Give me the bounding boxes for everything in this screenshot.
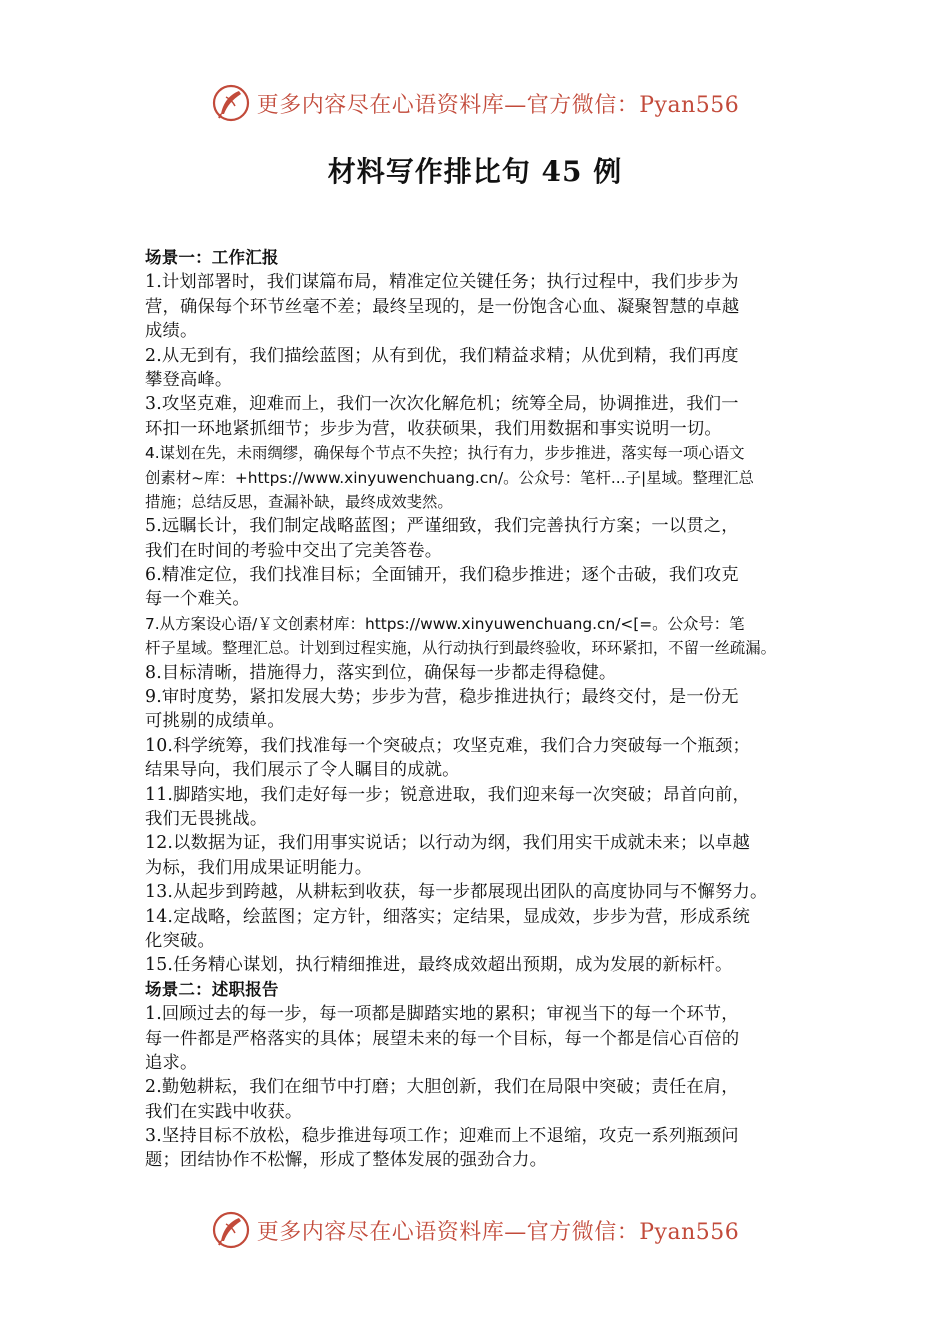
text-line: 1.回顾过去的每一步，每一项都是脚踏实地的累积；审视当下的每一个环节， [145, 1004, 739, 1025]
footer-banner [0, 1208, 950, 1252]
text-line: 15.任务精心谋划，执行精细推进，最终成效超出预期，成为发展的新标杆。 [145, 955, 733, 976]
text-line: 11.脚踏实地，我们走好每一步；锐意进取，我们迎来每一次突破；昂首向前， [145, 784, 750, 805]
text-line: 3.坚持目标不放松，稳步推进每项工作；迎难而上不退缩，攻克一系列瓶颈问 [145, 1126, 739, 1147]
text-line: 7.从方案设心语/￥文创素材库：https://www.xinyuwenchuang.cn/<[=。公众号：笔 [145, 614, 745, 633]
header-banner-text: 更多内容尽在心语资料库—官方微信：Pyan556 [256, 92, 740, 118]
text-line: 4.谋划在先，未雨绸缪，确保每个节点不失控；执行有力，步步推进，落实每一项心语文 [145, 444, 745, 463]
document-title: 材料写作排比句 45 例 [327, 155, 623, 188]
text-line: 题；团结协作不松懈，形成了整体发展的强劲合力。 [145, 1150, 548, 1171]
text-line: 我们在时间的考验中交出了完美答卷。 [145, 540, 443, 561]
text-line: 每一个难关。 [145, 589, 250, 610]
header-banner [0, 81, 950, 125]
text-line: 创素材~库：+https://www.xinyuwenchuang.cn/。公众号：笔杆...子|星域。整理汇总 [145, 468, 754, 487]
text-line: 可挑剔的成绩单。 [145, 711, 285, 732]
document-body [145, 246, 815, 1173]
text-line: 3.攻坚克难，迎难而上，我们一次次化解危机；统筹全局，协调推进，我们一 [145, 394, 739, 415]
text-line: 为标，我们用成果证明能力。 [145, 857, 373, 878]
text-line: 结果导向，我们展示了令人瞩目的成就。 [145, 760, 460, 781]
text-line: 9.审时度势，紧扣发展大势；步步为营，稳步推进执行；最终交付，是一份无 [145, 687, 739, 708]
text-line: 杆子星域。整理汇总。计划到过程实施，从行动执行到最终验收，环环紧扣，不留一丝疏漏。 [145, 639, 777, 658]
quill-pen-logo-icon [211, 83, 251, 123]
text-line: 化突破。 [145, 930, 215, 951]
text-line: 追求。 [145, 1052, 198, 1073]
text-line: 14.定战略，绘蓝图；定方针，细落实；定结果，显成效，步步为营，形成系统 [145, 906, 750, 927]
text-line: 13.从起步到跨越，从耕耘到收获，每一步都展现出团队的高度协同与不懈努力。 [145, 882, 768, 903]
text-line: 环扣一环地紧抓细节；步步为营，收获硕果，我们用数据和事实说明一切。 [145, 418, 722, 439]
text-line: 成绩。 [145, 321, 198, 342]
footer-banner-text: 更多内容尽在心语资料库—官方微信：Pyan556 [256, 1219, 740, 1245]
text-line: 攀登高峰。 [145, 369, 233, 390]
text-line: 措施；总结反思，查漏补缺，最终成效斐然。 [145, 492, 453, 511]
section-heading: 场景二：述职报告 [145, 979, 279, 999]
text-line: 1.计划部署时，我们谋篇布局，精准定位关键任务；执行过程中，我们步步为 [145, 272, 739, 293]
text-line: 我们无畏挑战。 [145, 808, 268, 829]
text-line: 2.从无到有，我们描绘蓝图；从有到优，我们精益求精；从优到精，我们再度 [145, 345, 739, 366]
text-line: 营，确保每个环节丝毫不差；最终呈现的，是一份饱含心血、凝聚智慧的卓越 [145, 296, 740, 317]
text-line: 每一件都是严格落实的具体；展望未来的每一个目标，每一个都是信心百倍的 [145, 1028, 740, 1049]
section-heading: 场景一：工作汇报 [145, 248, 279, 267]
text-line: 12.以数据为证，我们用事实说话；以行动为纲，我们用实干成就未来；以卓越 [145, 833, 750, 854]
text-line: 10.科学统筹，我们找准每一个突破点；攻坚克难，我们合力突破每一个瓶颈； [145, 735, 750, 756]
text-line: 6.精准定位，我们找准目标；全面铺开，我们稳步推进；逐个击破，我们攻克 [145, 565, 739, 586]
text-line: 2.勤勉耕耘，我们在细节中打磨；大胆创新，我们在局限中突破；责任在肩， [145, 1077, 739, 1098]
text-line: 5.远瞩长计，我们制定战略蓝图；严谨细致，我们完善执行方案；一以贯之， [145, 516, 739, 537]
quill-pen-logo-icon [211, 1210, 251, 1250]
text-line: 我们在实践中收获。 [145, 1101, 303, 1122]
text-line: 8.目标清晰，措施得力，落实到位，确保每一步都走得稳健。 [145, 662, 617, 683]
